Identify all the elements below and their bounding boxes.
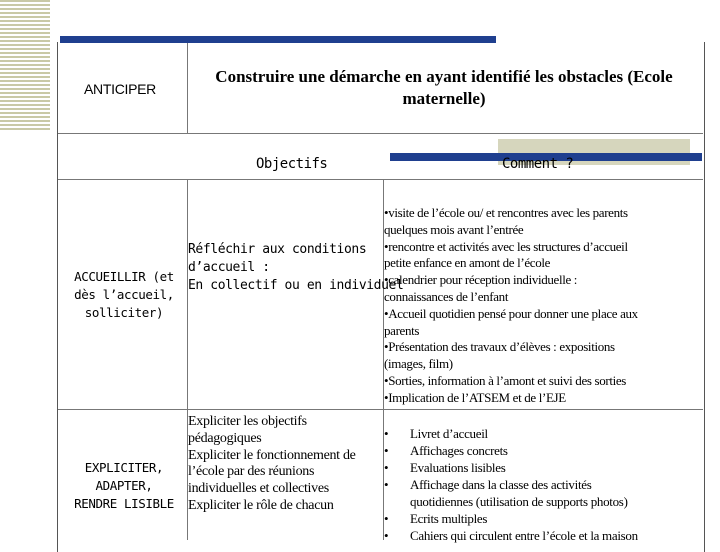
comment-line: petite enfance en amont de l’école [384,255,551,271]
bullet-icon: • [384,443,389,458]
row-objectives-accueillir [188,241,403,295]
comment-line: •Sorties, information à l’amont et suivi des sorties [384,372,626,388]
objective-line: Expliciter le rôle de chacun [188,497,334,513]
grid-line [58,133,703,134]
objective-line: pédagogiques [188,430,262,446]
objective-line: l’école par des réunions [188,464,315,480]
row-category-expliciter [60,459,188,513]
row-comment-accueillir [384,205,638,407]
objective-line: Expliciter les objectifs [188,414,307,429]
bullet-icon: • [384,477,389,492]
list-item-text: Livret d’accueil [410,426,488,441]
comment-line: parents [384,322,420,338]
comment-line: •Implication de l’ATSEM et de l’EJE [384,389,566,405]
list-item-text: Affichages concrets [410,443,508,458]
list-item-text: Cahiers qui circulent entre l’école et la maison [410,528,638,543]
list-item-text: Evaluations lisibles [410,460,506,475]
objective-line: Expliciter le fonctionnement de [188,447,356,463]
category-line: ACCUEILLIR (et [74,269,174,284]
comment-line: (images, film) [384,356,453,372]
row-category-accueillir [60,268,188,322]
comment-line: •visite de l’école ou/ et rencontres avec les parents [384,205,628,220]
list-item-text: quotidiennes (utilisation de supports photos) [410,494,628,509]
grid-line [58,179,703,180]
comment-line: quelques mois avant l’entrée [384,221,524,237]
bullet-icon: • [384,511,389,526]
objective-line: d’accueil : [188,260,270,275]
page-title: Construire une démarche en ayant identifié les obstacles (Ecole maternelle) [215,67,673,108]
objective-line: individuelles et collectives [188,481,329,497]
category-line: RENDRE LISIBLE [74,496,174,511]
grid-line [58,409,703,410]
list-item-text: Ecrits multiples [410,511,488,526]
category-line: EXPLICITER, [84,460,164,475]
decorative-stripes [0,0,50,130]
decorative-blue-bar-top [60,36,496,43]
bullet-icon: • [384,528,389,543]
column-header-objectifs: Objectifs [256,156,328,172]
section-label-anticiper: ANTICIPER [84,81,156,97]
column-header-comment: Comment ? [502,156,574,172]
grid-line [187,43,188,133]
list-item-text: Affichage dans la classe des activités [410,477,592,492]
bullet-icon: • [384,426,389,441]
comment-line: •rencontre et activités avec les structures d’accueil [384,238,628,254]
comment-line: •Accueil quotidien pensé pour donner une place aux [384,305,638,321]
row-objectives-expliciter [188,414,356,515]
objective-line: En collectif ou en individuel [188,278,404,293]
bullet-icon: • [384,460,389,475]
category-line: ADAPTER, [95,478,153,493]
comment-line: •calendrier pour réception individuelle : [384,272,578,288]
category-line: dès l’accueil, [74,287,174,302]
category-line: solliciter) [84,305,164,320]
comment-line: •Présentation des travaux d’élèves : expositions [384,339,615,355]
comment-line: connaissances de l’enfant [384,288,509,304]
objective-line: Réfléchir aux conditions [188,242,367,257]
